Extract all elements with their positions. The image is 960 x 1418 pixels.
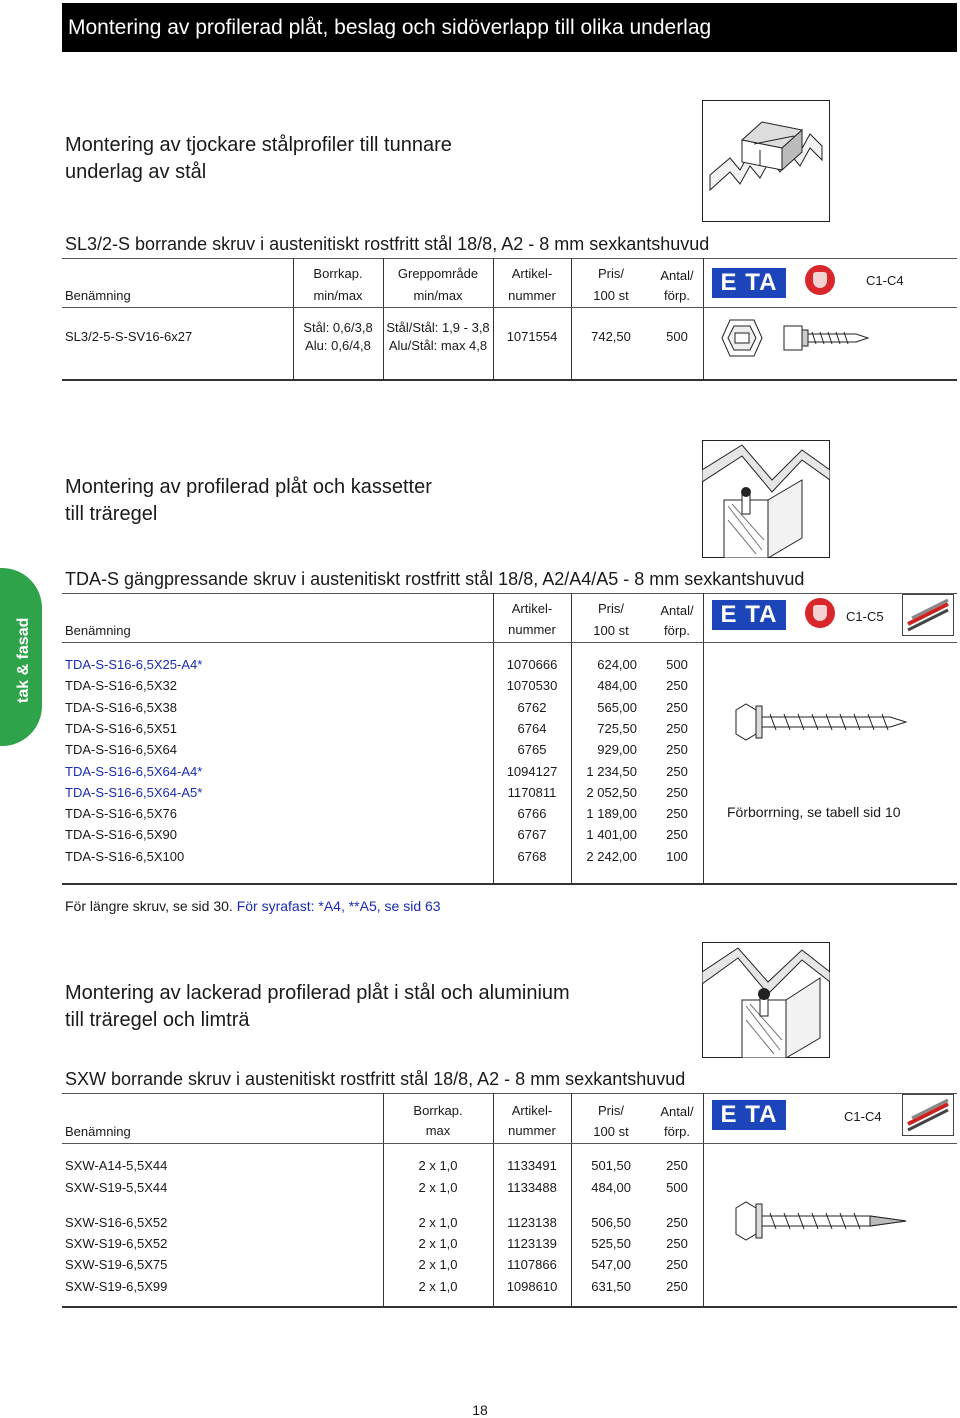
s3-row-borr: 2 x 1,0 (418, 1215, 458, 1230)
s2-row-pris: 565,00 (597, 700, 637, 715)
s2-col-art-2: nummer (508, 622, 556, 637)
s2-col-antal-1: Antal/ (660, 603, 694, 618)
timber-illustration (702, 440, 830, 558)
s1-subheading: SL3/2-S borrande skruv i austenitiskt rostfritt stål 18/8, A2 - 8 mm sexkantshuvud (65, 234, 710, 254)
s1-class: C1-C4 (866, 273, 904, 288)
s3-col-art-1: Artikel- (511, 1103, 553, 1118)
s1-row-art: 1071554 (506, 329, 558, 344)
s2-row-antal: 100 (666, 849, 688, 864)
s2-footnote-acidproof: För syrafast: *A4, **A5, se sid 63 (236, 898, 441, 914)
s3-col-pris-1: Pris/ (598, 1103, 624, 1118)
s2-row-art: 1070666 (506, 657, 558, 672)
s3-col-antal-1: Antal/ (660, 1104, 694, 1119)
colored-screws-icon (902, 594, 954, 636)
s2-row-art: 1094127 (506, 764, 558, 779)
s2-col-pris-2: 100 st (593, 623, 629, 638)
s3-row-antal: 250 (666, 1236, 688, 1251)
s2-row-pris: 2 242,00 (586, 849, 637, 864)
screw-illustration-3 (730, 1198, 910, 1244)
s2-class: C1-C5 (846, 609, 884, 624)
s2-row-name: TDA-S-S16-6,5X64-A5* (65, 785, 203, 800)
s2-row-pris: 2 052,50 (586, 785, 637, 800)
s2-row-name: TDA-S-S16-6,5X51 (65, 721, 177, 736)
colored-screws-icon (902, 1094, 954, 1136)
s1-col-name: Benämning (65, 288, 131, 303)
s3-row-pris: 525,50 (591, 1236, 631, 1251)
s3-col-borr-2: max (425, 1123, 451, 1138)
s2-row-name: TDA-S-S16-6,5X90 (65, 827, 177, 842)
s1-col-borr-2: min/max (313, 288, 363, 303)
s3-row-art: 1133488 (507, 1180, 557, 1195)
page-number: 18 (472, 1402, 488, 1418)
s3-row-name: SXW-S19-5,5X44 (65, 1180, 168, 1195)
s2-row-name: TDA-S-S16-6,5X32 (65, 678, 177, 693)
s1-row-pris: 742,50 (591, 329, 631, 344)
s2-row-antal: 250 (666, 678, 688, 693)
s1-row-antal: 500 (666, 329, 688, 344)
s2-row-antal: 250 (666, 764, 688, 779)
s2-heading-line2: till träregel (65, 503, 158, 525)
s2-row-name: TDA-S-S16-6,5X100 (65, 849, 185, 864)
s3-row-antal: 500 (666, 1180, 688, 1195)
s2-row-antal: 250 (666, 742, 688, 757)
s1-col-borr-1: Borrkap. (313, 266, 363, 281)
s3-row-art: 1107866 (507, 1257, 557, 1272)
s2-row-art: 6764 (517, 721, 547, 736)
s1-row-name: SL3/2-5-S-SV16-6x27 (65, 329, 193, 344)
s3-row-borr: 2 x 1,0 (418, 1158, 458, 1173)
s3-heading-line1: Montering av lackerad profilerad plåt i stål och aluminium (65, 982, 570, 1004)
s3-row-name: SXW-A14-5,5X44 (65, 1158, 168, 1173)
s1-col-grepp-1: Greppområde (397, 266, 479, 281)
s3-row-antal: 250 (666, 1158, 688, 1173)
s2-row-pris: 1 401,00 (586, 827, 637, 842)
s3-row-name: SXW-S19-6,5X99 (65, 1279, 168, 1294)
s3-col-name: Benämning (65, 1124, 131, 1139)
s2-col-art-1: Artikel- (511, 601, 553, 616)
s3-col-borr-1: Borrkap. (413, 1103, 463, 1118)
screw-illustration-1 (718, 316, 878, 360)
s2-row-art: 6766 (517, 806, 547, 821)
s2-note-predrill: Förborrning, se tabell sid 10 (727, 804, 901, 820)
s1-row-borr-1: Stål: 0,6/3,8 (303, 320, 373, 335)
s2-row-name: TDA-S-S16-6,5X38 (65, 700, 177, 715)
s2-row-art: 6767 (517, 827, 547, 842)
s1-col-grepp-2: min/max (413, 288, 463, 303)
s2-footnote-length: För längre skruv, se sid 30. (65, 898, 233, 914)
s1-heading-line1: Montering av tjockare stålprofiler till tunnare (65, 134, 452, 156)
s2-subheading: TDA-S gängpressande skruv i austenitiskt rostfritt stål 18/8, A2/A4/A5 - 8 mm sexkantshuvud (65, 569, 805, 589)
eota-logo: E TA (712, 1100, 786, 1130)
s1-col-art-2: nummer (508, 288, 556, 303)
s2-heading-line1: Montering av profilerad plåt och kassetter (65, 476, 432, 498)
s1-row-grepp-1: Stål/Stål: 1,9 - 3,8 (386, 320, 490, 335)
s1-heading-line2: underlag av stål (65, 161, 207, 183)
certification-badge-icon (805, 598, 835, 628)
s2-row-pris: 1 234,50 (586, 764, 637, 779)
s2-row-pris: 725,50 (597, 721, 637, 736)
s2-row-pris: 1 189,00 (586, 806, 637, 821)
s1-col-antal-2: förp. (663, 288, 690, 303)
s3-heading-line2: till träregel och limträ (65, 1009, 250, 1031)
s1-row-borr-2: Alu: 0,6/4,8 (305, 338, 371, 353)
s3-row-art: 1123138 (507, 1215, 557, 1230)
s3-col-pris-2: 100 st (593, 1124, 629, 1139)
s3-row-art: 1098610 (506, 1279, 558, 1294)
s2-row-pris: 484,00 (597, 678, 637, 693)
s2-row-antal: 250 (666, 721, 688, 736)
s2-footnote (65, 898, 441, 914)
s3-row-borr: 2 x 1,0 (418, 1236, 458, 1251)
s2-row-art: 1170811 (507, 785, 557, 800)
s2-row-name: TDA-S-S16-6,5X64 (65, 742, 177, 757)
s2-row-name: TDA-S-S16-6,5X76 (65, 806, 177, 821)
s2-row-art: 1070530 (506, 678, 558, 693)
s3-col-antal-2: förp. (663, 1124, 690, 1139)
s3-subheading: SXW borrande skruv i austenitiskt rostfritt stål 18/8, A2 - 8 mm sexkantshuvud (65, 1069, 686, 1089)
s3-row-antal: 250 (666, 1215, 688, 1230)
s3-row-art: 1133491 (507, 1158, 557, 1173)
s2-row-art: 6765 (517, 742, 547, 757)
s2-row-antal: 250 (666, 827, 688, 842)
s2-row-name: TDA-S-S16-6,5X64-A4* (65, 764, 203, 779)
lacquered-profile-illustration (702, 942, 830, 1058)
s3-row-name: SXW-S19-6,5X75 (65, 1257, 168, 1272)
s3-row-borr: 2 x 1,0 (418, 1257, 458, 1272)
s3-row-pris: 547,00 (591, 1257, 631, 1272)
s3-row-pris: 506,50 (591, 1215, 631, 1230)
page-banner: Montering av profilerad plåt, beslag och sidöverlapp till olika underlag (62, 3, 957, 52)
s1-col-art-1: Artikel- (511, 266, 553, 281)
eota-logo: E TA (712, 268, 786, 298)
eota-logo: E TA (712, 600, 786, 630)
s2-row-art: 6768 (517, 849, 547, 864)
s2-row-antal: 250 (666, 785, 688, 800)
s3-row-name: SXW-S19-6,5X52 (65, 1236, 168, 1251)
s2-row-name: TDA-S-S16-6,5X25-A4* (65, 657, 203, 672)
s3-row-borr: 2 x 1,0 (418, 1180, 458, 1195)
s3-row-antal: 250 (666, 1257, 688, 1272)
s2-row-antal: 500 (666, 657, 688, 672)
s3-row-pris: 631,50 (591, 1279, 631, 1294)
s1-col-antal-1: Antal/ (660, 268, 694, 283)
s3-col-art-2: nummer (508, 1123, 556, 1138)
s1-row-grepp-2: Alu/Stål: max 4,8 (388, 338, 488, 353)
s3-class: C1-C4 (844, 1109, 882, 1124)
s3-row-art: 1123139 (507, 1236, 557, 1251)
s2-col-pris-1: Pris/ (598, 601, 624, 616)
screw-illustration-2 (730, 700, 910, 744)
s1-col-pris-1: Pris/ (598, 266, 624, 281)
s2-row-art: 6762 (517, 700, 547, 715)
s3-row-antal: 250 (666, 1279, 688, 1294)
s2-row-pris: 624,00 (597, 657, 637, 672)
s3-row-pris: 484,00 (591, 1180, 631, 1195)
s1-col-pris-2: 100 st (593, 288, 629, 303)
s2-col-name: Benämning (65, 623, 131, 638)
certification-badge-icon (805, 265, 835, 295)
s3-row-borr: 2 x 1,0 (418, 1279, 458, 1294)
s2-col-antal-2: förp. (663, 623, 690, 638)
s3-row-name: SXW-S16-6,5X52 (65, 1215, 168, 1230)
s2-row-antal: 250 (666, 806, 688, 821)
profile-illustration-1 (702, 100, 830, 222)
side-tab-label: tak & fasad (15, 617, 32, 703)
s2-row-pris: 929,00 (597, 742, 637, 757)
s3-row-pris: 501,50 (591, 1158, 631, 1173)
s2-row-antal: 250 (666, 700, 688, 715)
